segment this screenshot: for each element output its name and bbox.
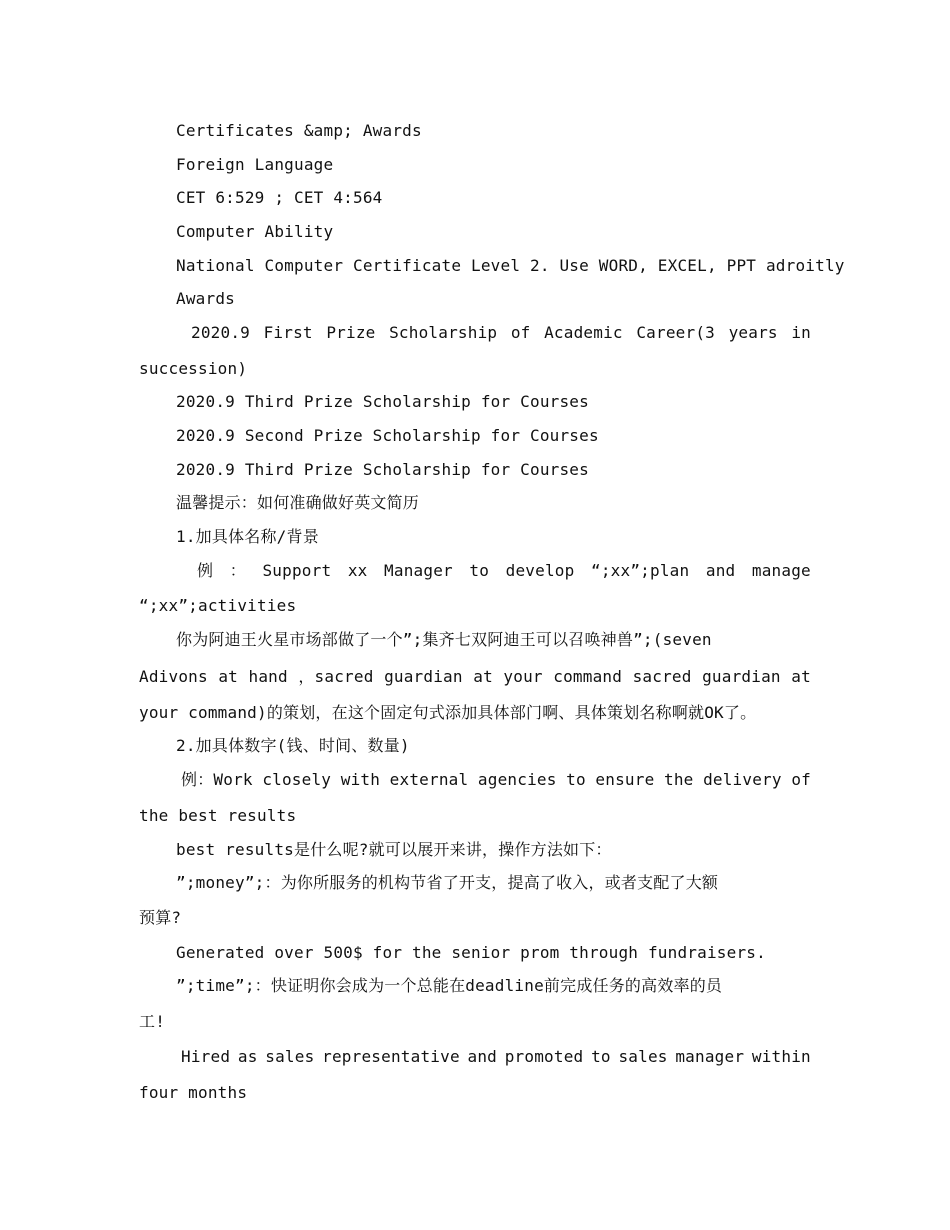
example-2-word: 例：Work — [181, 770, 253, 789]
explanation-word: at — [473, 667, 493, 686]
explanation-word: your — [503, 667, 543, 686]
time-example-word: representative — [322, 1047, 460, 1066]
award-1-word: of — [510, 323, 531, 342]
explanation-word: guardian — [702, 667, 781, 686]
award-1-continuation: succession) — [139, 359, 248, 378]
example-2-continuation: the best results — [139, 806, 297, 825]
section-heading: Certificates &amp; Awards — [176, 121, 422, 140]
award-1-word: First — [263, 323, 313, 342]
time-example-word: to — [591, 1047, 611, 1066]
time-example-word: sales — [618, 1047, 668, 1066]
award-2: 2020.9 Third Prize Scholarship for Courses — [176, 392, 589, 411]
award-1-word: in — [791, 323, 811, 342]
explanation-word: at — [218, 667, 239, 686]
computer-ability-text: National Computer Certificate Level 2. Use WORD, EXCEL, PPT adroitly — [176, 256, 845, 275]
award-1-word: years — [728, 323, 778, 342]
example-1-word: “;xx”;plan — [591, 561, 690, 580]
example-1-word: Manager — [384, 561, 453, 580]
example-1-word: and — [705, 561, 736, 580]
award-1-word: Career(3 — [636, 323, 715, 342]
example-2-word: to — [566, 770, 586, 789]
money-line-1: ”;money”;：为你所服务的机构节省了开支，提高了收入，或者支配了大额 — [176, 873, 719, 892]
award-3: 2020.9 Second Prize Scholarship for Courses — [176, 426, 599, 445]
awards-label: Awards — [176, 289, 235, 308]
example-2-word: of — [791, 770, 811, 789]
example-2-word: the — [663, 770, 694, 789]
award-1-word: Academic — [544, 323, 623, 342]
example-2-word: delivery — [703, 770, 782, 789]
best-results-text: best results是什么呢?就可以展开来讲，操作方法如下： — [176, 840, 612, 859]
example-1-word: 例 — [197, 561, 214, 580]
example-2-word: agencies — [477, 770, 557, 789]
example-1-explanation-line-1: 你为阿迪王火星市场部做了一个”;集齐七双阿迪王可以召唤神兽”;(seven — [176, 630, 712, 649]
explanation-word: hand — [248, 667, 288, 686]
time-example-word: manager — [675, 1047, 745, 1066]
tip-title: 温馨提示：如何准确做好英文简历 — [176, 493, 420, 512]
example-1-word: ： — [229, 561, 246, 580]
example-2-line — [139, 770, 811, 790]
example-2-word: external — [389, 770, 469, 789]
example-1-line — [139, 561, 811, 581]
award-1-word: Prize — [326, 323, 376, 342]
money-example: Generated over 500$ for the senior prom through fundraisers. — [176, 943, 766, 962]
time-line-1: ”;time”;：快证明你会成为一个总能在deadline前完成任务的高效率的员 — [176, 976, 723, 995]
example-1-continuation: “;xx”;activities — [139, 596, 297, 615]
time-example-word: within — [751, 1047, 811, 1066]
money-line-2: 预算? — [139, 908, 182, 927]
cet-scores: CET 6:529 ; CET 4:564 — [176, 188, 383, 207]
example-1-word: develop — [505, 561, 575, 580]
explanation-word: ，sacred — [298, 667, 374, 686]
example-2-word: closely — [262, 770, 332, 789]
example-1-word: xx — [347, 561, 368, 580]
tip-2-title: 2.加具体数字(钱、时间、数量) — [176, 736, 410, 755]
tip-1-title: 1.加具体名称/背景 — [176, 527, 319, 546]
example-1-word: manage — [751, 561, 811, 580]
computer-ability-label: Computer Ability — [176, 222, 334, 241]
time-example-continuation: four months — [139, 1083, 248, 1102]
award-4: 2020.9 Third Prize Scholarship for Courses — [176, 460, 589, 479]
award-1-word: 2020.9 — [191, 323, 250, 342]
time-line-2: 工! — [139, 1012, 166, 1031]
example-1-word: Support — [262, 561, 332, 580]
time-example-word: promoted — [504, 1047, 584, 1066]
explanation-word: command — [553, 667, 623, 686]
time-example-line — [139, 1047, 811, 1067]
award-1-line — [139, 323, 811, 343]
explanation-word: Adivons — [139, 667, 208, 686]
time-example-word: as — [237, 1047, 258, 1066]
example-2-word: ensure — [595, 770, 655, 789]
example-1-word: to — [469, 561, 490, 580]
award-1-word: Scholarship — [389, 323, 498, 342]
time-example-word: sales — [265, 1047, 315, 1066]
example-1-explanation-line-3: your command)的策划，在这个固定句式添加具体部门啊、具体策划名称啊就OK了。 — [139, 703, 757, 722]
foreign-language-label: Foreign Language — [176, 155, 334, 174]
time-example-word: Hired — [181, 1047, 231, 1066]
example-2-word: with — [340, 770, 381, 789]
explanation-word: at — [791, 667, 811, 686]
explanation-word: sacred — [632, 667, 692, 686]
time-example-word: and — [467, 1047, 497, 1066]
explanation-word: guardian — [384, 667, 463, 686]
example-1-explanation-line-2 — [139, 667, 811, 687]
